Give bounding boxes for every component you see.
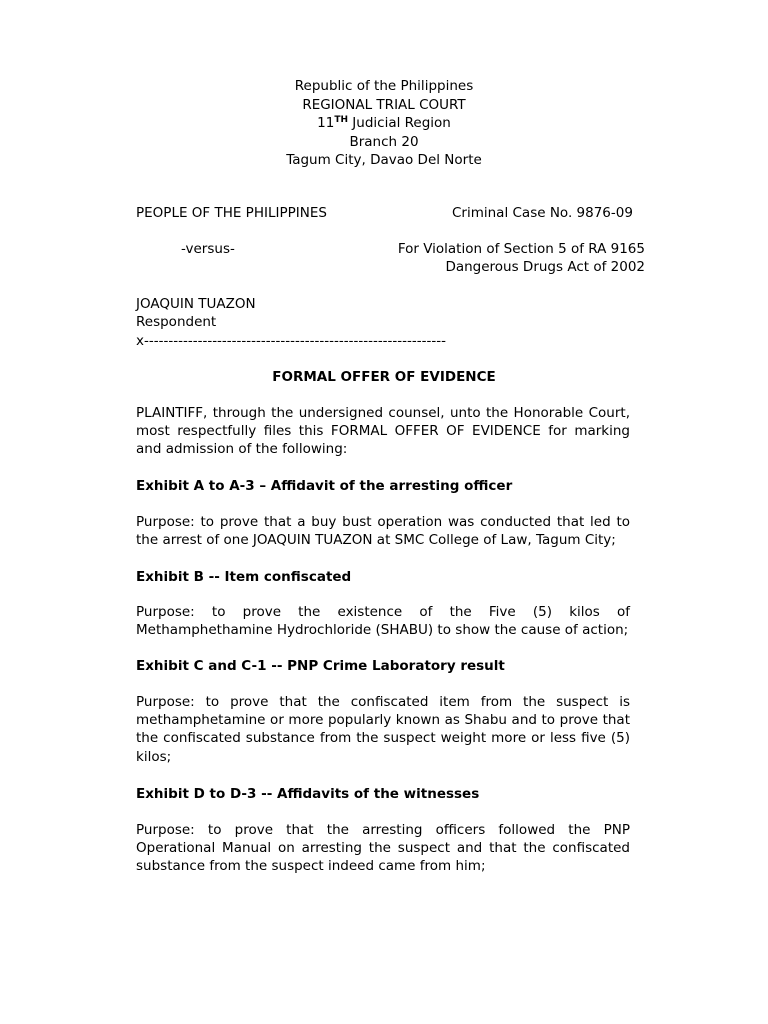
respondent-label: Respondent [136, 314, 217, 330]
exhibit-d-purpose: Purpose: to prove that the arresting officers followed the PNP Operational Manual on arresting the suspect and that the confiscated substance from the suspect indeed came from him; [136, 822, 630, 875]
header-republic: Republic of the Philippines [294, 78, 474, 94]
violation-line-1: For Violation of Section 5 of RA 9165 [397, 241, 645, 257]
exhibit-a-heading: Exhibit A to A-3 – Affidavit of the arresting officer [136, 478, 513, 494]
exhibit-c-purpose: Purpose: to prove that the confiscated item from the suspect is methamphetamine or more popularly known as Shabu and to prove that the confiscated substance from the suspect weight more or less five (5) kilos; [136, 694, 630, 765]
header-court: REGIONAL TRIAL COURT [302, 96, 466, 113]
region-number: 11 [317, 115, 335, 131]
exhibit-b-purpose: Purpose: to prove the existence of the Five (5) kilos of Methamphethamine Hydrochloride (SHABU) to show the cause of action; [136, 604, 630, 639]
exhibit-a-purpose: Purpose: to prove that a buy bust operation was conducted that led to the arrest of one JOAQUIN TUAZON at SMC College of Law, Tagum City; [136, 514, 630, 549]
exhibit-c-heading: Exhibit C and C-1 -- PNP Crime Laboratory result [136, 658, 505, 674]
header-region [0, 114, 768, 133]
respondent-name: JOAQUIN TUAZON [136, 296, 256, 312]
region-ordinal: TH [334, 115, 348, 125]
case-number: Criminal Case No. 9876-09 [452, 205, 633, 221]
exhibit-d-heading: Exhibit D to D-3 -- Affidavits of the witnesses [136, 786, 480, 802]
court-header [0, 77, 768, 170]
header-branch: Branch 20 [349, 133, 419, 150]
region-text: Judicial Region [348, 115, 451, 131]
caption-divider: x-------------------------------------------------------------- [136, 333, 447, 349]
document-title: FORMAL OFFER OF EVIDENCE [272, 369, 496, 385]
plaintiff-name: PEOPLE OF THE PHILIPPINES [136, 205, 327, 221]
intro-paragraph: PLAINTIFF, through the undersigned counsel, unto the Honorable Court, most respectfully files this FORMAL OFFER OF EVIDENCE for marking and admission of the following: [136, 405, 630, 458]
versus-label: -versus- [181, 241, 235, 257]
violation-line-2: Dangerous Drugs Act of 2002 [445, 259, 645, 275]
header-city: Tagum City, Davao Del Norte [286, 152, 482, 168]
exhibit-b-heading: Exhibit B -- Item confiscated [136, 569, 352, 585]
